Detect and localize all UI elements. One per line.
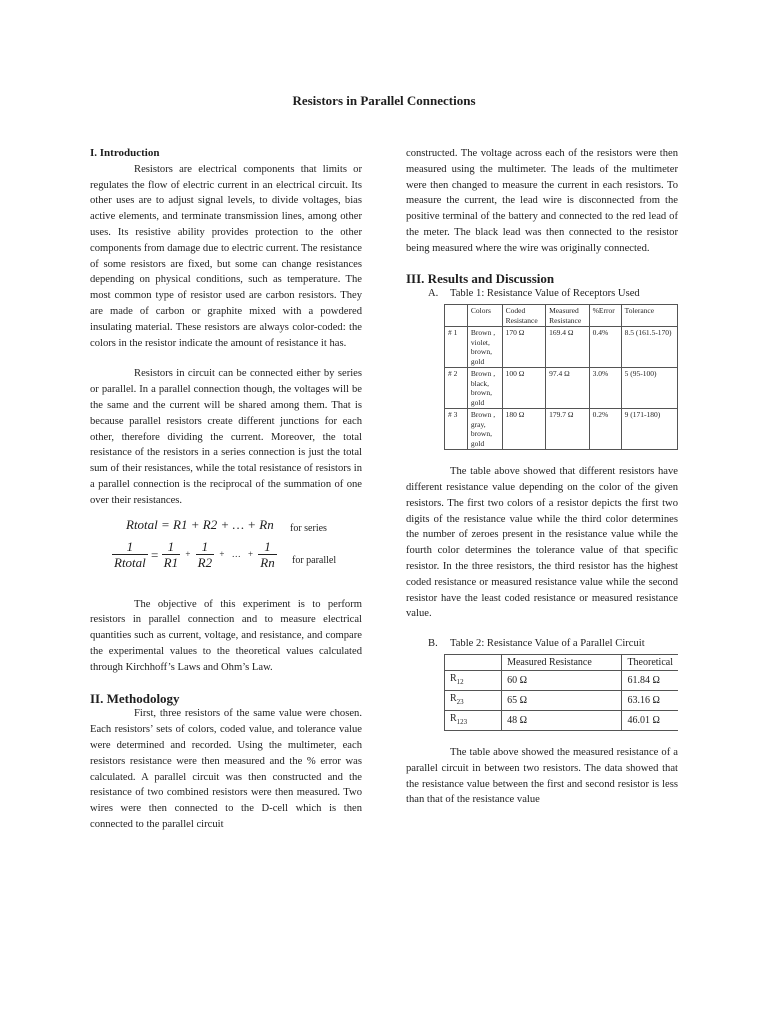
table-row: # 1 Brown , violet, brown, gold 170 Ω 169.4 Ω 0.4% 8.5 (161.5-170) xyxy=(445,327,678,368)
parallel-equation: $\frac{1}{\text{Rtotal}}$ = $\frac{1}{R1}$ + $\frac{1}{R2}$ + … + $\frac{1}{Rn}$ for parallel xyxy=(114,538,337,571)
table-header-row: Measured Resistance Theoretical xyxy=(445,654,679,670)
table1-caption: A. Table 1: Resistance Value of Receptors Used xyxy=(428,288,640,300)
table-row: $R_{123}$ 48 Ω 46.01 Ω xyxy=(445,710,679,730)
table-header-row: Colors Coded Resistance Measured Resistance %Error Tolerance xyxy=(445,305,678,327)
series-equation xyxy=(90,513,362,539)
intro-paragraph-2: Resistors in circuit can be connected either by series or parallel. In a parallel connection though, the voltages will be the same and the current will be shared among them. That is because parallel resistors create different junctions for each other, therefore dividing the current. Moreover, the total resistance of the resistors in a series connection is just the total sum of their resistances, while the total resistance of resistors in a parallel connection is the reciprocal of the summation of one over their resistances. xyxy=(90,368,362,506)
methodology-paragraph-1: First, three resistors of the same value were chosen. Each resistors’ sets of colors, coded value, and tolerance value were determined and recorded. Using the multimeter, each resistors resistance were then measured and the % error was calculated. A parallel circuit was then constructed and the resistance of two combined resistors were then measured. Two wires were then connected to the D-cell which is then connected to the parallel circuit xyxy=(90,708,362,830)
fraction-rn: $\frac{1}{Rn}$ xyxy=(260,538,275,571)
resistance-table-2 xyxy=(444,654,678,731)
results-heading: III. Results and Discussion xyxy=(406,270,555,286)
results-paragraph-2: The table above showed the measured resistance of a parallel circuit in between two resistors. The data showed that the resistance value between the first and second resistor is less than that of the resistance value xyxy=(406,746,678,806)
intro-paragraph-3: The objective of this experiment is to perform resistors in parallel connection and to measure electrical quantities such as current, voltage, and resistance, and compare the experimental values to the theoretical values calculated through Kirchhoff’s Laws and Ohm’s Law. xyxy=(90,598,362,673)
resistance-table-1 xyxy=(444,304,678,450)
results-paragraph-1: The table above showed that different resistors have different resistance value depending on the color of the given resistors. The first two colors of a resistor depicts the first two digits of the resistance value while the third color determines the number of zeroes present in the resistance value while the fourth color determines the tolerance value of that specific resistor. In the three resistors, the third resistor has the highest coded resistance or measured resistance value while the second resistor have the least coded resistance or measured resistance value. xyxy=(406,466,678,620)
table-row: $R_{23}$ 65 Ω 63.16 Ω xyxy=(445,690,679,710)
parallel-label: for parallel xyxy=(292,554,337,566)
methodology-heading: II. Methodology xyxy=(90,690,180,706)
methodology-paragraph-2: constructed. The voltage across each of the resistors were then measured using the multimeter. The leads of the multimeter were then changed to measure the current in each resistors. To measure the current, the lead wire is disconnected from the positive terminal of the battery and connected to the red lead of the meter. The black lead was then connected to the resistor being measured where the wire was originally connected. xyxy=(406,148,678,254)
table2-caption: B. Table 2: Resistance Value of a Parallel Circuit xyxy=(428,638,645,650)
intro-paragraph-1: Resistors are electrical components that limits or regulates the flow of electric current in an electrical circuit. Its other uses are to adjust signal levels, to divide voltages, bias active elements, and terminate transmission lines, among other uses. Its resistive ability provides protection to the other components from damage due to electric current. The resistance of some resistors are fixed, but some can change resistances depending on physical conditions, such as temperature. The most common type of resistor used are carbon resistors. They are made of carbon or graphite mixed with a powdered insulating material. These resistors are always color-coded: the colors in the resistor indicate the amount of resistance it has. xyxy=(90,163,362,349)
left-column xyxy=(90,146,362,833)
paper-title: Resistors in Parallel Connections xyxy=(292,93,476,108)
table-row: $R_{12}$ 60 Ω 61.84 Ω xyxy=(445,670,679,690)
table-row: # 2 Brown , black, brown, gold 100 Ω 97.4 Ω 3.0% 5 (95-100) xyxy=(445,368,678,409)
fraction-total: $\frac{1}{\text{Rtotal}}$ xyxy=(114,538,146,571)
intro-heading: I. Introduction xyxy=(90,147,160,159)
fraction-r2: $\frac{1}{R2}$ xyxy=(197,538,213,571)
table-row: # 3 Brown , gray, brown, gold 180 Ω 179.7 Ω 0.2% 9 (171-180) xyxy=(445,409,678,450)
series-label: for series xyxy=(290,522,327,534)
series-formula: Rtotal = R1 + R2 + … + Rn xyxy=(126,516,274,532)
right-column xyxy=(406,146,678,808)
fraction-r1: $\frac{1}{R1}$ xyxy=(163,538,179,571)
